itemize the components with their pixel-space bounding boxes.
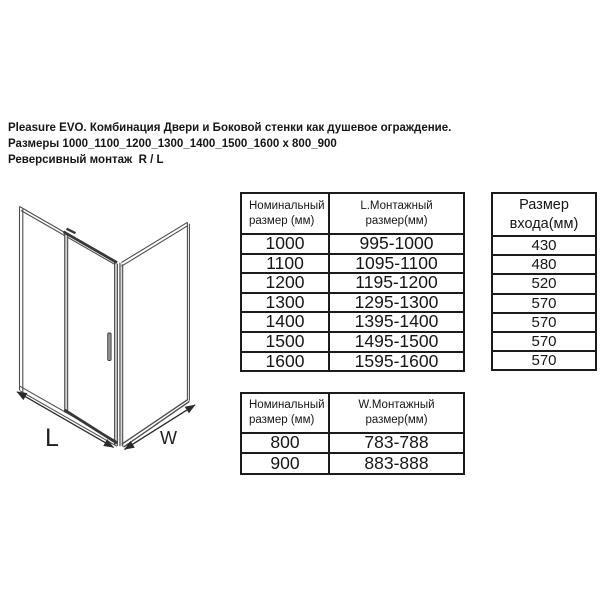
table-row xyxy=(492,236,596,255)
mounting-size-cell: 1495-1500 xyxy=(329,332,464,352)
l-dimension-label: L xyxy=(45,424,59,452)
table-header-row xyxy=(492,193,596,236)
table-row xyxy=(241,234,464,254)
nominal-size-cell: 800 xyxy=(241,433,329,453)
table-row xyxy=(492,255,596,274)
nominal-size-cell: 1400 xyxy=(241,312,329,332)
table-row xyxy=(241,332,464,352)
nominal-size-header: Номинальный размер (мм) xyxy=(241,193,329,234)
mounting-size-cell: 1395-1400 xyxy=(329,312,464,332)
entrance-size-table xyxy=(491,192,597,371)
entrance-size-cell: 570 xyxy=(492,294,596,313)
table-row xyxy=(241,293,464,313)
nominal-size-cell: 1200 xyxy=(241,273,329,293)
nominal-size-cell: 1100 xyxy=(241,254,329,274)
table-row xyxy=(241,312,464,332)
l-mounting-size-header: L.Монтажный размер(мм) xyxy=(329,193,464,234)
mounting-size-cell: 1195-1200 xyxy=(329,273,464,293)
table-row xyxy=(492,294,596,313)
sizes-line: Размеры 1000_1100_1200_1300_1400_1500_1600 x 800_900 xyxy=(8,138,337,150)
table-row xyxy=(492,351,596,370)
entrance-size-cell: 520 xyxy=(492,274,596,293)
length-sizes-table xyxy=(240,192,465,372)
mounting-line: Реверсивный монтаж R / L xyxy=(8,154,164,166)
front-door-frame xyxy=(20,207,118,447)
mounting-size-cell: 883-888 xyxy=(329,453,464,473)
table-row xyxy=(492,332,596,351)
table-row xyxy=(241,453,464,473)
entrance-size-header: Размер входа(мм) xyxy=(492,193,596,236)
door-handle-icon xyxy=(108,333,111,361)
product-title: Pleasure EVO. Комбинация Двери и Боковой стенки как душевое ограждение. xyxy=(8,122,452,134)
width-sizes-table xyxy=(240,392,465,475)
entrance-size-cell: 570 xyxy=(492,313,596,332)
side-wall-panel xyxy=(120,222,189,447)
table-row xyxy=(492,274,596,293)
entrance-size-cell: 480 xyxy=(492,255,596,274)
w-mounting-size-header: W.Монтажный размер(мм) xyxy=(329,393,464,433)
nominal-size-cell: 1600 xyxy=(241,352,329,372)
nominal-size-cell: 1000 xyxy=(241,234,329,254)
mounting-size-cell: 1595-1600 xyxy=(329,352,464,372)
title-block xyxy=(8,120,451,168)
table-row xyxy=(241,352,464,372)
nominal-size-cell: 900 xyxy=(241,453,329,473)
table-row xyxy=(241,433,464,453)
entrance-size-cell: 430 xyxy=(492,236,596,255)
mounting-size-cell: 1095-1100 xyxy=(329,254,464,274)
mounting-size-cell: 1295-1300 xyxy=(329,293,464,313)
table-row xyxy=(241,254,464,274)
mounting-size-cell: 783-788 xyxy=(329,433,464,453)
table-header-row xyxy=(241,193,464,234)
entrance-size-cell: 570 xyxy=(492,332,596,351)
shower-enclosure-diagram xyxy=(0,195,210,465)
nominal-size-cell: 1500 xyxy=(241,332,329,352)
w-dimension-label: W xyxy=(160,428,177,448)
mounting-size-cell: 995-1000 xyxy=(329,234,464,254)
table-header-row xyxy=(241,393,464,433)
entrance-size-cell: 570 xyxy=(492,351,596,370)
nominal-size-header: Номинальный размер (мм) xyxy=(241,393,329,433)
table-row xyxy=(241,273,464,293)
table-row xyxy=(492,313,596,332)
nominal-size-cell: 1300 xyxy=(241,293,329,313)
